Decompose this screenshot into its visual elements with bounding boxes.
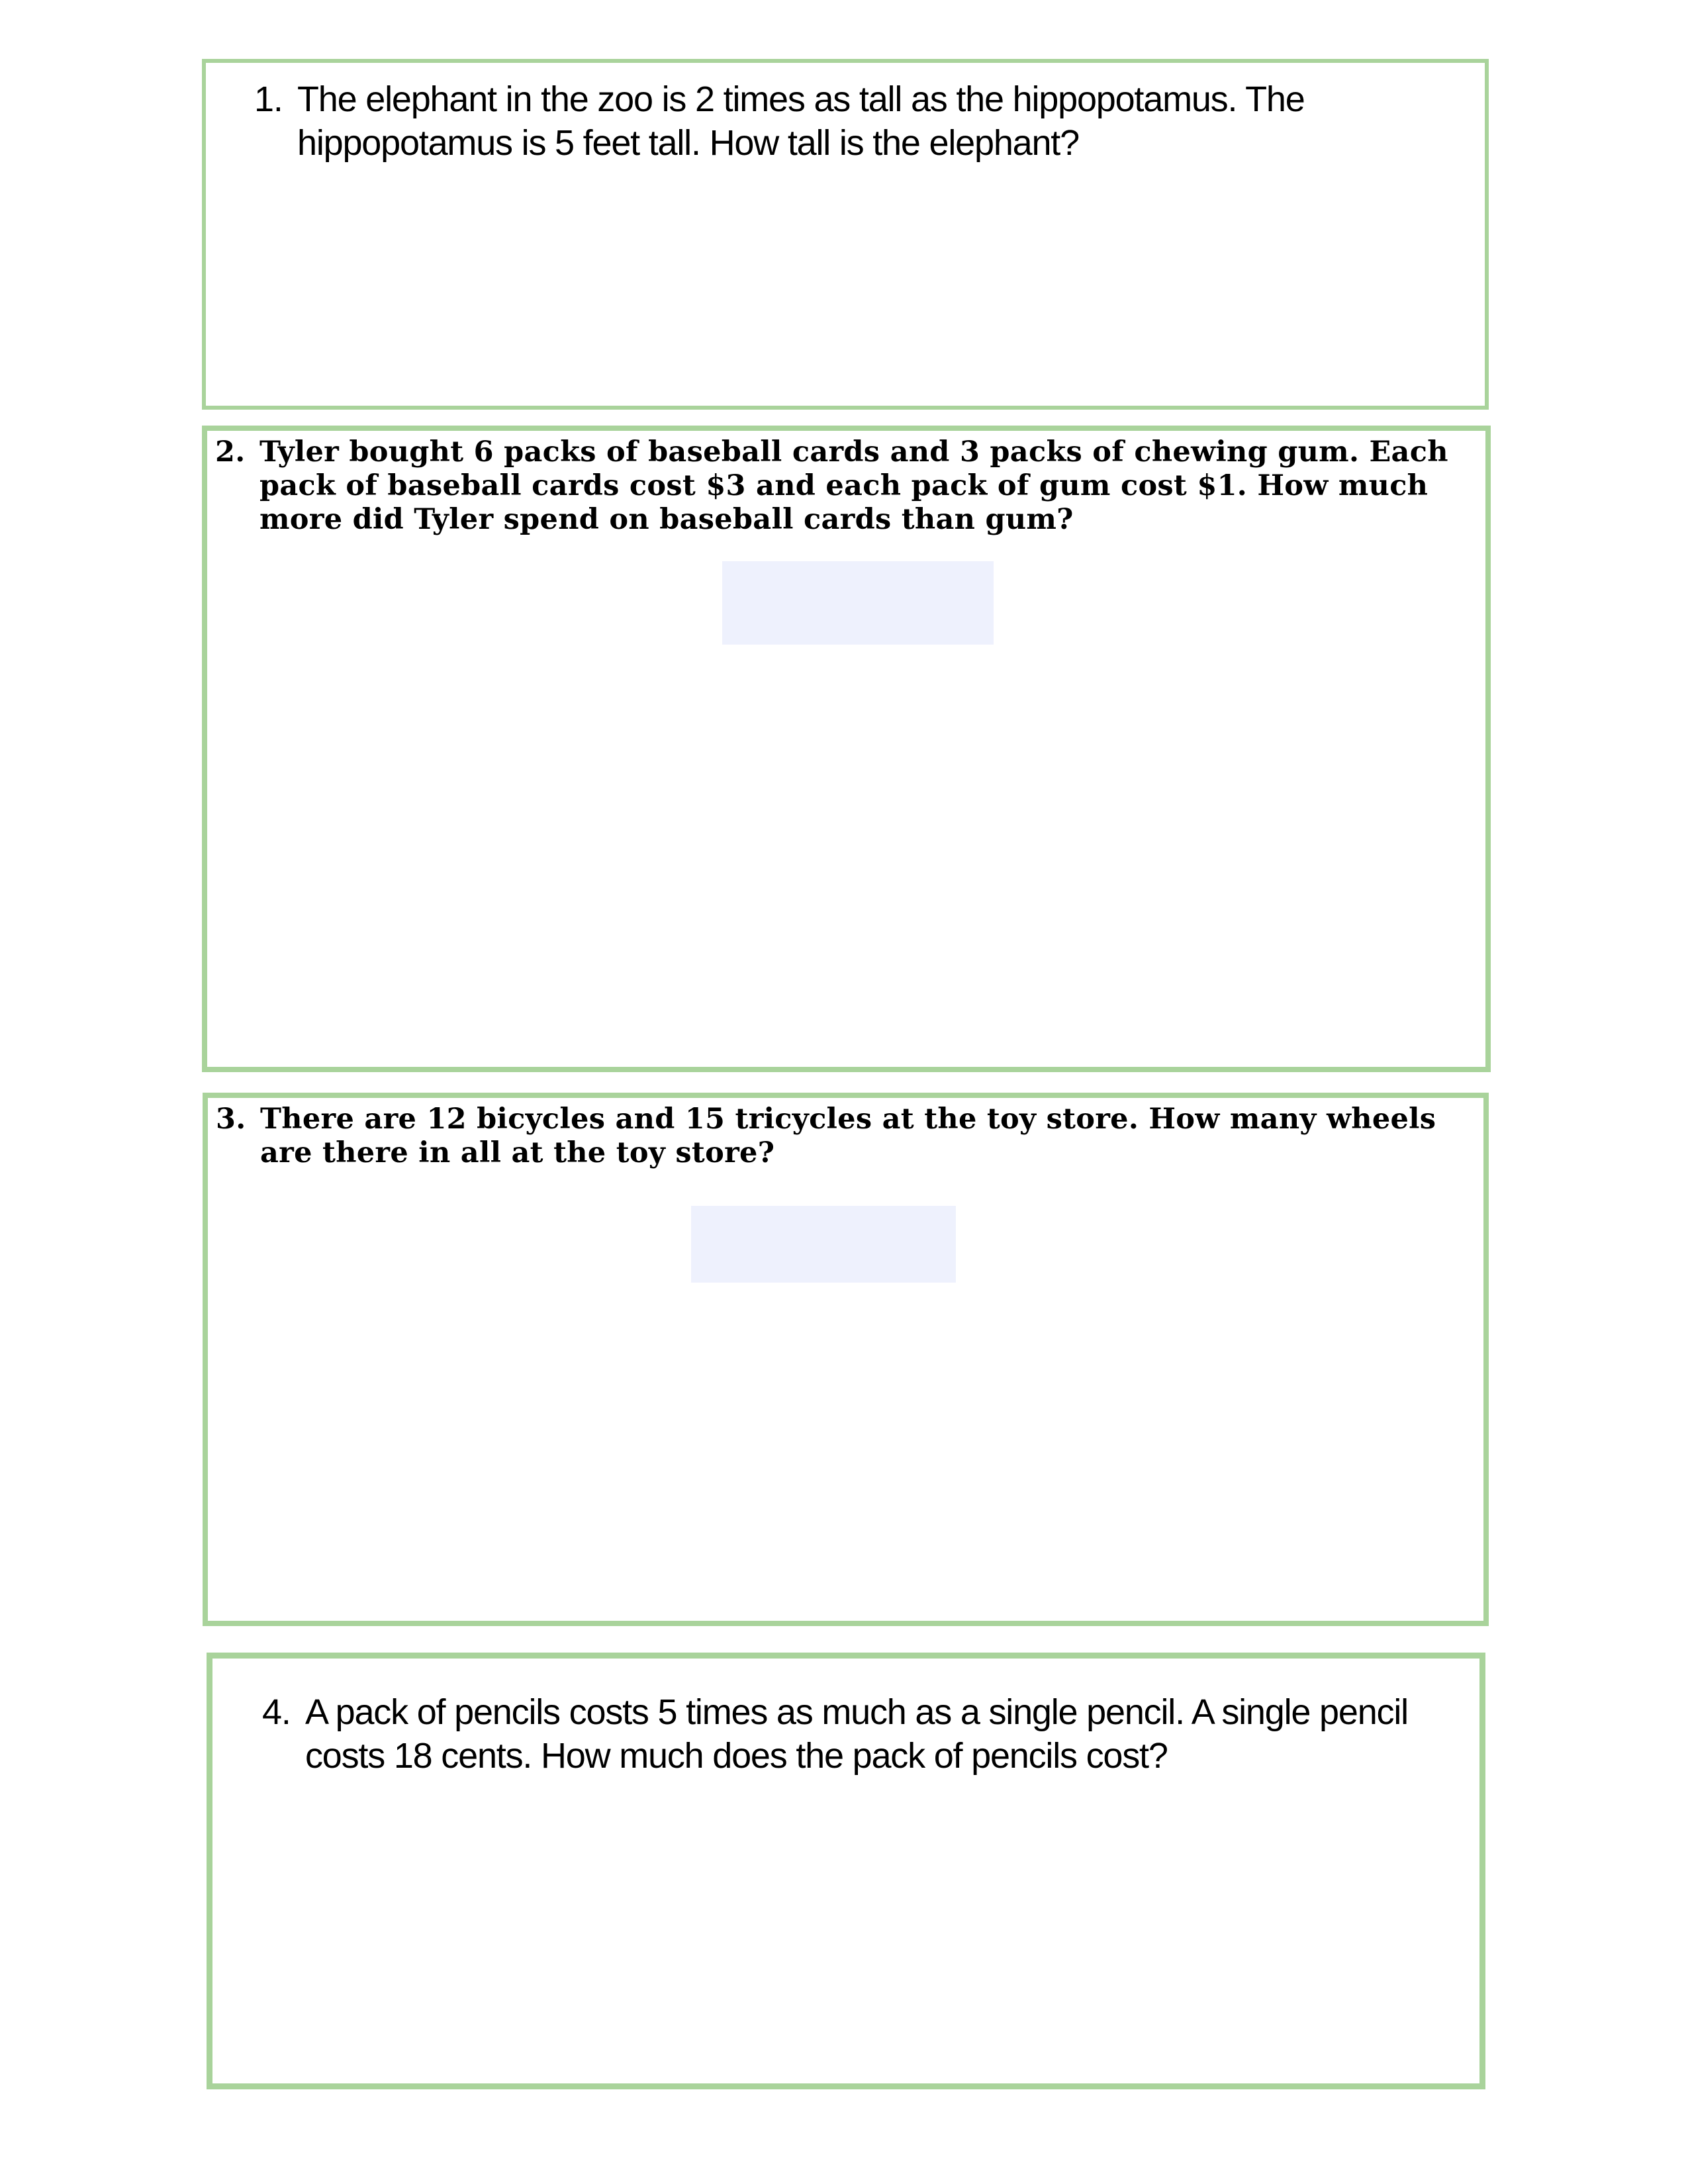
answer-field-3[interactable] — [691, 1206, 956, 1283]
question-text-1: The elephant in the zoo is 2 times as tall as the hippopotamus. The hippopotamus is 5 feet tall. How tall is the elephant? — [297, 79, 1305, 163]
question-box-2 — [202, 426, 1491, 1072]
question-box-4 — [207, 1653, 1485, 2089]
question-number-4: 4. — [262, 1692, 291, 1732]
question-2 — [215, 435, 1473, 537]
question-1 — [254, 77, 1446, 165]
question-4 — [262, 1690, 1454, 1778]
question-number-1: 1. — [254, 79, 283, 119]
question-box-3 — [203, 1093, 1489, 1626]
question-number-3: 3. — [216, 1103, 246, 1136]
question-number-2: 2. — [215, 435, 246, 469]
answer-field-2[interactable] — [722, 561, 994, 645]
question-text-3: There are 12 bicycles and 15 tricycles at the toy store. How many wheels are there in all at the toy store? — [260, 1103, 1436, 1169]
question-text-4: A pack of pencils costs 5 times as much as a single pencil. A single pencil costs 18 cents. How much does the pack of pencils cost? — [305, 1692, 1408, 1776]
question-text-2: Tyler bought 6 packs of baseball cards and 3 packs of chewing gum. Each pack of baseball cards cost $3 and each pack of gum cost $1. How much more did Tyler spend on baseball cards than gum? — [259, 435, 1448, 536]
question-3 — [216, 1103, 1474, 1170]
question-box-1 — [202, 59, 1489, 410]
